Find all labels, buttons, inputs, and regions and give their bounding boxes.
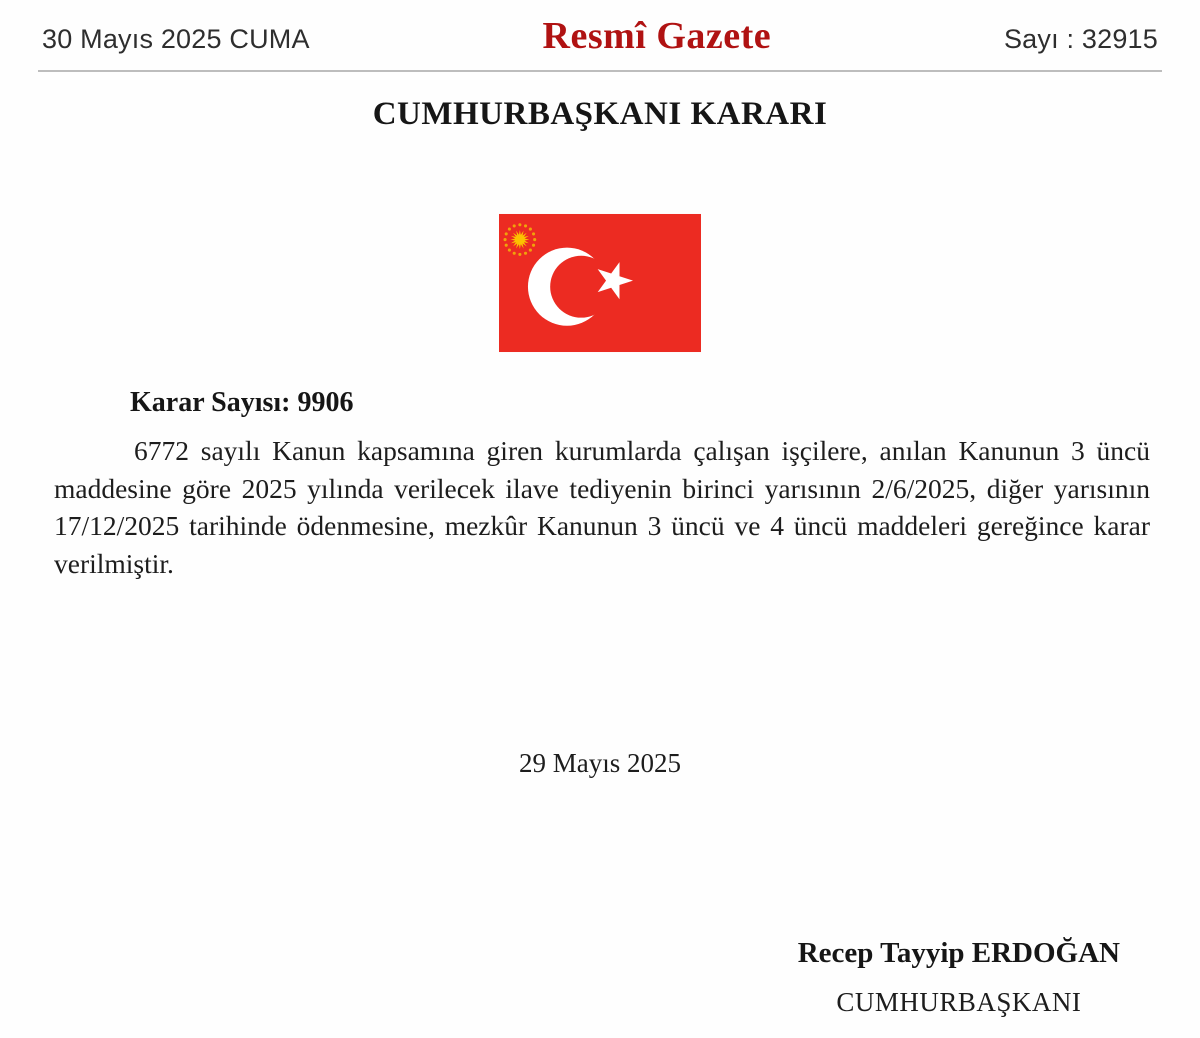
signature-title: CUMHURBAŞKANI [836,987,1082,1017]
decision-number: Karar Sayısı: 9906 [130,387,354,418]
signature-name: Recep Tayyip ERDOĞAN [797,937,1120,969]
decree-heading: CUMHURBAŞKANI KARARI [372,96,828,132]
gazette-header [38,0,1162,72]
gazette-title: Resmî Gazete [542,15,772,57]
signature-block [798,937,1152,1018]
flag-row [0,213,1200,353]
gazette-issue-number: Sayı : 32915 [1003,24,1158,54]
decree-body: 6772 sayılı Kanun kapsamına giren kurumlarda çalışan işçilere, anılan Kanunun 3 üncü maddesine göre 2025 yılında verilecek ilave tediyenin birinci yarısının 2/6/2025, diğer yarısının 17/12/2025 tarihinde ödenmesine, mezkûr Kanunun 3 üncü ve 4 üncü maddeleri gereğince karar verilmiştir. [54,435,1150,579]
gazette-date: 30 Mayıs 2025 CUMA [42,24,310,54]
decision-date: 29 Mayıs 2025 [519,748,681,778]
sun-core [510,230,529,249]
turkish-presidential-flag [499,213,701,353]
